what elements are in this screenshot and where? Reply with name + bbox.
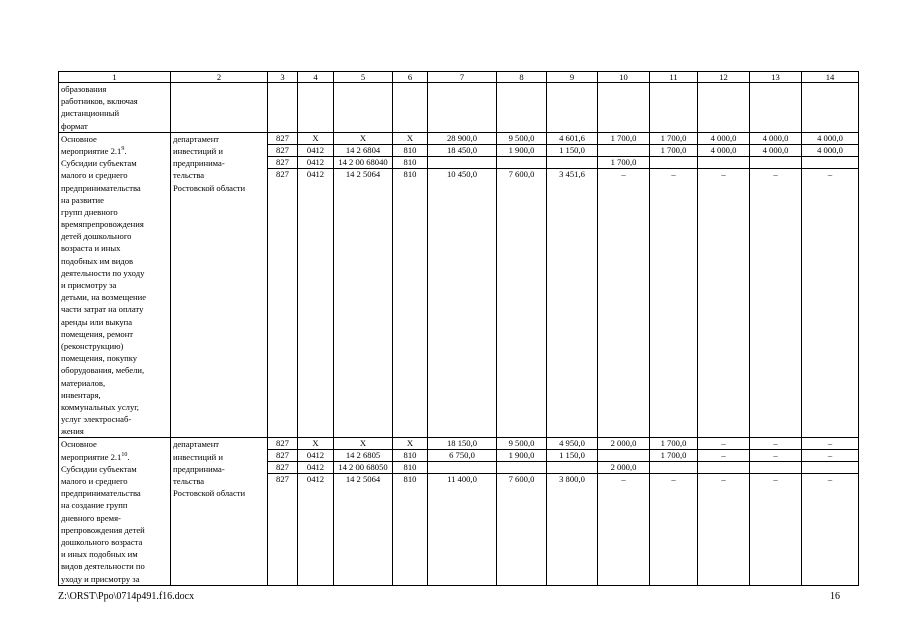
col-header: 9	[547, 72, 598, 83]
table-cell: 4 000,0	[802, 132, 859, 144]
table-cell: –	[802, 450, 859, 462]
table-cell: 4 000,0	[698, 132, 750, 144]
name-line: жения	[61, 426, 84, 437]
name-line: на создание групп	[61, 500, 128, 511]
name-line: Субсидии субъектам	[61, 158, 137, 169]
table-cell: –	[598, 474, 650, 585]
program-table	[58, 71, 859, 586]
col-header: 10	[598, 72, 650, 83]
table-cell: 18 150,0	[428, 438, 497, 450]
table-cell: –	[802, 438, 859, 450]
name-line: части затрат на оплату	[61, 304, 144, 315]
table-cell	[598, 144, 650, 156]
footer-file-path: Z:\ORST\Ppo\0714p491.f16.docx	[58, 591, 195, 602]
table-cell: –	[750, 474, 802, 585]
table-cell: 4 950,0	[547, 438, 598, 450]
table-cell	[547, 462, 598, 474]
table-cell: –	[598, 168, 650, 438]
table-cell: X	[393, 438, 428, 450]
table-cell	[497, 462, 547, 474]
continued-name-cell	[59, 83, 171, 133]
table-cell: 14 2 00 68050	[334, 462, 393, 474]
table-cell: X	[393, 132, 428, 144]
executor-line: департамент	[173, 439, 220, 450]
measure-name-cell	[59, 132, 171, 438]
table-cell	[698, 462, 750, 474]
table-cell: 827	[268, 462, 298, 474]
table-cell: –	[698, 438, 750, 450]
table-cell: 3 800,0	[547, 474, 598, 585]
col-header: 5	[334, 72, 393, 83]
table-cell: 4 000,0	[750, 132, 802, 144]
table-cell: 18 450,0	[428, 144, 497, 156]
executor-line: предпринима-	[173, 463, 225, 474]
table-cell	[650, 156, 698, 168]
col-header: 7	[428, 72, 497, 83]
table-cell: –	[802, 168, 859, 438]
col-header: 2	[171, 72, 268, 83]
col-header: 11	[650, 72, 698, 83]
executor-line: тельства	[173, 170, 205, 181]
name-line: групп дневного	[61, 206, 118, 217]
name-line: Субсидии субъектам	[61, 463, 137, 474]
table-cell: 810	[393, 144, 428, 156]
col-header: 3	[268, 72, 298, 83]
name-line: на развитие	[61, 194, 104, 205]
name-line: уходу и присмотру за	[61, 573, 140, 584]
col-header: 6	[393, 72, 428, 83]
table-cell: –	[802, 474, 859, 585]
executor-line: Ростовской области	[173, 488, 246, 499]
name-line: предпринимательства	[61, 182, 141, 193]
footnote-marker: 10	[121, 451, 128, 458]
name-line: материалов,	[61, 377, 106, 388]
table-cell: 810	[393, 450, 428, 462]
executor-line: тельства	[173, 476, 205, 486]
name-line: и иных подобных им	[61, 549, 138, 560]
table-cell: X	[334, 132, 393, 144]
table-cell: X	[298, 132, 334, 144]
table-cell: 0412	[298, 156, 334, 168]
executor-line: предпринима-	[173, 158, 225, 169]
table-cell: 9 500,0	[497, 438, 547, 450]
name-line: услуг электроснаб-	[61, 414, 132, 425]
table-cell: 1 700,0	[650, 132, 698, 144]
table-cell: –	[698, 168, 750, 438]
col-header: 14	[802, 72, 859, 83]
table-cell: 810	[393, 462, 428, 474]
table-cell: 810	[393, 156, 428, 168]
name-line: мероприятие $2.1^{10}$.	[61, 451, 130, 462]
table-cell: 827	[268, 144, 298, 156]
table-cell: 4 000,0	[750, 144, 802, 156]
table-cell: 827	[268, 438, 298, 450]
table-cell: –	[650, 474, 698, 585]
executor-line: инвестиций и	[173, 451, 223, 462]
executor-line: департамент	[173, 133, 220, 144]
table-cell	[547, 156, 598, 168]
table-cell: 827	[268, 474, 298, 585]
table-cell: 2 000,0	[598, 438, 650, 450]
table-cell: X	[334, 438, 393, 450]
name-line: видов деятельности по	[61, 561, 145, 572]
table-cell: 1 900,0	[497, 144, 547, 156]
table-cell: 810	[393, 168, 428, 438]
table-row	[59, 132, 859, 144]
col-header: 4	[298, 72, 334, 83]
col-header: 8	[497, 72, 547, 83]
table-cell	[428, 156, 497, 168]
header-row	[59, 72, 859, 83]
table-cell: 1 700,0	[650, 144, 698, 156]
name-line: малого и среднего	[61, 476, 128, 486]
table-cell	[598, 450, 650, 462]
table-cell: 1 700,0	[598, 156, 650, 168]
table-cell: 827	[268, 132, 298, 144]
measure-name-cell	[59, 438, 171, 585]
table-cell: 9 500,0	[497, 132, 547, 144]
table-cell: 14 2 6805	[334, 450, 393, 462]
footer-page-number: 16	[830, 591, 840, 602]
executor-line: инвестиций и	[173, 145, 223, 156]
table-cell: 7 600,0	[497, 168, 547, 438]
table-cell: 2 000,0	[598, 462, 650, 474]
name-line: подобных им видов	[61, 255, 134, 266]
table-cell: 4 000,0	[802, 144, 859, 156]
table-cell	[802, 156, 859, 168]
table-cell: 827	[268, 450, 298, 462]
footnote-marker: 9	[121, 146, 125, 153]
table-cell: 827	[268, 168, 298, 438]
col-header: 1	[59, 72, 171, 83]
table-cell: –	[698, 450, 750, 462]
continued-row	[59, 83, 859, 133]
name-line: оборудования, мебели,	[61, 365, 145, 376]
name-line: Основное	[61, 439, 97, 450]
table-cell: 28 900,0	[428, 132, 497, 144]
name-line: детей дошкольного	[61, 231, 132, 242]
table-row	[59, 438, 859, 450]
table-cell: 6 750,0	[428, 450, 497, 462]
table-cell	[750, 156, 802, 168]
table-cell	[698, 156, 750, 168]
table-cell: 0412	[298, 462, 334, 474]
name-line: мероприятие $2.1^9$.	[61, 145, 127, 156]
name-line: образования	[61, 84, 107, 94]
name-line: и присмотру за	[61, 280, 117, 290]
name-line: коммунальных услуг,	[61, 401, 139, 412]
table-cell: –	[750, 438, 802, 450]
table-cell: 4 000,0	[698, 144, 750, 156]
table-cell	[650, 462, 698, 474]
table-cell: 14 2 5064	[334, 168, 393, 438]
table-cell: 1 700,0	[650, 438, 698, 450]
name-line: аренды или выкупа	[61, 316, 133, 327]
table-cell: 1 150,0	[547, 144, 598, 156]
name-line: деятельности по уходу	[61, 267, 145, 278]
col-header: 12	[698, 72, 750, 83]
name-line: предпринимательства	[61, 488, 141, 499]
table-cell	[497, 156, 547, 168]
table-cell: 1 150,0	[547, 450, 598, 462]
executor-cell	[171, 438, 268, 585]
table-cell: 810	[393, 474, 428, 585]
table-cell: 1 900,0	[497, 450, 547, 462]
table-cell: –	[750, 450, 802, 462]
name-line: (реконструкцию)	[61, 340, 124, 351]
table-cell: 0412	[298, 474, 334, 585]
table-cell: 1 700,0	[650, 450, 698, 462]
name-line: малого и среднего	[61, 170, 128, 181]
table-cell	[428, 462, 497, 474]
col-header: 13	[750, 72, 802, 83]
name-line: возраста и иных	[61, 243, 121, 254]
table-cell: 14 2 5064	[334, 474, 393, 585]
name-line: помещения, ремонт	[61, 328, 134, 339]
table-cell: 10 450,0	[428, 168, 497, 438]
executor-cell	[171, 132, 268, 438]
name-line: формат	[61, 120, 88, 131]
table-cell: 0412	[298, 144, 334, 156]
name-line: дистанционный	[61, 108, 120, 119]
table-cell: 11 400,0	[428, 474, 497, 585]
table-cell: X	[298, 438, 334, 450]
name-line: дневного время-	[61, 512, 121, 523]
table-cell: 7 600,0	[497, 474, 547, 585]
table-cell	[802, 462, 859, 474]
table-cell: 0412	[298, 450, 334, 462]
name-line: дошкольного возраста	[61, 536, 143, 547]
table-cell: –	[698, 474, 750, 585]
name-line: Основное	[61, 133, 97, 144]
table-cell: 1 700,0	[598, 132, 650, 144]
table-cell: 827	[268, 156, 298, 168]
table-cell: 4 601,6	[547, 132, 598, 144]
table-cell: 14 2 6804	[334, 144, 393, 156]
name-line: помещения, покупку	[61, 353, 138, 364]
name-line: детьми, на возмещение	[61, 292, 147, 303]
table-cell: –	[750, 168, 802, 438]
table-cell: –	[650, 168, 698, 438]
name-line: времяпрепровождения	[61, 219, 144, 230]
name-line: препровождения детей	[61, 524, 145, 535]
table-cell: 14 2 00 68040	[334, 156, 393, 168]
name-line: работников, включая	[61, 96, 138, 107]
name-line: инвентаря,	[61, 389, 101, 400]
executor-line: Ростовской области	[173, 182, 246, 193]
table-cell	[750, 462, 802, 474]
table-cell: 3 451,6	[547, 168, 598, 438]
table-cell: 0412	[298, 168, 334, 438]
